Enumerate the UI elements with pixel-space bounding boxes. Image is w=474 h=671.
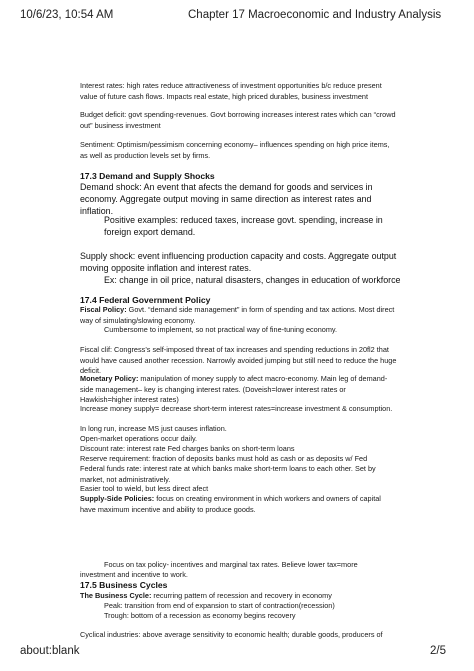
section-heading-17-3: 17.3 Demand and Supply Shocks: [80, 171, 215, 181]
sentiment-paragraph: Sentiment: Optimism/pessimism concerning economy– influences spending on high price items, as well as production levels set by firms.: [80, 140, 390, 160]
print-page-number: 2/5: [430, 645, 446, 657]
long-run-paragraph: In long run, increase MS just causes inflation.: [80, 424, 227, 433]
demand-shock-examples: Positive examples: reduced taxes, increase govt. spending, increase in foreign export demand.: [104, 215, 383, 238]
print-page-title: Chapter 17 Macroeconomic and Industry Analysis: [188, 9, 442, 21]
reserve-requirement-paragraph: Reserve requirement: fraction of deposits banks must hold as cash or as deposits w/ Fed: [80, 454, 368, 463]
cyclical-industries-paragraph: Cyclical industries: above average sensitivity to economic health; durable goods, producers of: [80, 630, 383, 639]
print-datetime: 10/6/23, 10:54 AM: [20, 9, 114, 21]
business-cycle-paragraph: [80, 591, 398, 602]
fiscal-policy-label: Fiscal Policy:: [80, 305, 127, 314]
supply-shock-examples: Ex: change in oil price, natural disasters, changes in education of workforce: [104, 275, 401, 285]
fiscal-cliff-paragraph: Fiscal clif: Congress’s self-imposed threat of tax increases and spending reductions in 20fl2 that would have caused another recession. Narrowly avoided jumping but still need to reduce the huge deficit.: [80, 345, 397, 376]
budget-deficit-paragraph: Budget deficit: govt spending-revenues. Govt borrowing increases interest rates which can “crowd out” business investment: [80, 110, 396, 130]
supply-side-policies-text: focus on creating environment in which workers and owners of capital have maximum incentive and ability to produce goods.: [80, 494, 381, 514]
business-cycle-label: The Business Cycle:: [80, 591, 152, 600]
trough-definition: Trough: bottom of a recession as economy begins recovery: [104, 611, 296, 620]
fiscal-policy-text: Govt. “demand side management” in form of spending and tax actions. Most direct way of simulating/slowing economy.: [80, 305, 395, 325]
discount-rate-paragraph: Discount rate: interest rate Fed charges banks on short-term loans: [80, 444, 295, 453]
easier-tool-paragraph: Easier tool to wield, but less direct afect: [80, 484, 209, 493]
money-supply-paragraph: Increase money supply= decrease short-term interest rates=increase investment & consumption.: [80, 404, 393, 413]
print-url: about:blank: [20, 645, 80, 657]
fiscal-policy-note: Cumbersome to implement, so not practical way of fine-tuning economy.: [104, 325, 338, 334]
supply-side-policies-paragraph: [80, 494, 398, 515]
fiscal-policy-paragraph: [80, 305, 398, 326]
peak-definition: Peak: transition from end of expansion to start of contraction(recession): [104, 601, 335, 610]
section-heading-17-5: 17.5 Business Cycles: [80, 580, 168, 590]
federal-funds-rate-paragraph: Federal funds rate: interest rate at which banks make short-term loans to each other. Set by market, not administratively.: [80, 464, 376, 484]
demand-shock-paragraph: Demand shock: An event that afects the demand for goods and services in economy. Aggregate output moving in same direction as interest rates and inflation.: [80, 182, 373, 217]
monetary-policy-label: Monetary Policy:: [80, 374, 139, 383]
monetary-policy-text: manipulation of money supply to afect macro-economy. Main leg of demand-side management– key is changing interest rates. (Doveish=lower interest rates or Hawkish=higher interest rates): [80, 374, 388, 405]
business-cycle-text: recurring pattern of recession and recovery in economy: [151, 591, 332, 600]
tax-policy-focus-line: Focus on tax policy- incentives and marginal tax rates. Believe lower tax=more: [104, 560, 358, 569]
tax-policy-focus-continuation: investment and incentive to work.: [80, 570, 188, 579]
monetary-policy-paragraph: [80, 374, 398, 406]
supply-shock-paragraph: Supply shock: event influencing production capacity and costs. Aggregate output moving opposite inflation and interest rates.: [80, 251, 397, 274]
supply-side-policies-label: Supply-Side Policies:: [80, 494, 155, 503]
interest-rates-paragraph: Interest rates: high rates reduce attractiveness of investment opportunities b/c reduce present value of future cash flows. Impacts real estate, high priced durables, business investment: [80, 81, 382, 101]
section-heading-17-4: 17.4 Federal Government Policy: [80, 295, 211, 305]
open-market-paragraph: Open-market operations occur daily.: [80, 434, 198, 443]
